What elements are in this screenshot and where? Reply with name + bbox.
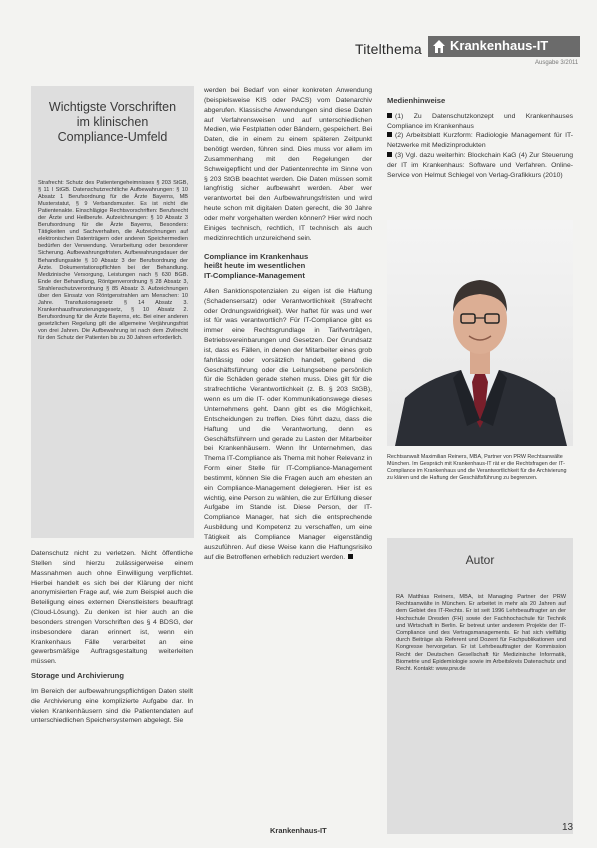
house-icon xyxy=(432,39,446,54)
article-paragraph: Datenschutz nicht zu verletzen. Nicht öffentliche Stellen sind hierzu zulässigerweise einem Massnahmen auch ohne Einwilligung verpflichtet. Hierbei handelt es sich bei der Klärung der nicht anonymisierten Frage auf, wie zum Beispiel auch die Beteiligung eines externen Dienstleisters beauftragt (Cloud-Lösung). Zu denken ist hier auch an die besonders strengen Vorschriften des § 4 BDSG, der insbesondere daran erinnert ist, wenn ein Krankenhaus Fälle verarbeitet an eine gewerbsmäßige Auftragsgestaltung weiterleiten müssen. xyxy=(31,550,193,666)
article-paragraph-text: Allen Sanktionspotenzialen zu eigen ist die Haftung (Schadensersatz) oder Verantwortlichkeit (Strafrecht oder Ordnungswidrigkeit). Wer haftet für was und wer ist für was verantwortlich? Für IT-Compliance gibt es immer eine Rechtsgrundlage in Tarifverträgen, Betriebsvereinbarungen und Gesetzen. Der Grundsatz ist, dass es Fällen, in denen der Mitarbeiter eines grob fahrlässig oder vorsätzlich handelt, geltend die Geschäftsführung oder die Leitungsebene persönlich für die Schäden gerade stehen muss. Dies gilt für die strafrechtliche Verantwortlichkeit (z. B. § 203 StGB), wenn es um die IT- oder Kommunikationswege dieses Unternehmens geht. Dann gibt es die Möglichkeit, Entscheidungen zu treffen. Dies führt dazu, dass die Haftung und die Verantwortung, denn es Geschäftsführern und gerade zu Lasten der Mitarbeiter bei Krankenhäusern. Wenn Ihr Unternehmen, das Thema IT-Compliance als Thema mit hoher Relevanz in Form einer Stelle für IT-Compliance-Management bestimmt, können Sie die Fragen auch am ehesten an ein Compliance-Management delegieren. Hier ist es wichtig, eine Person zu wählen, die zur Erfüllung dieser Aufgabe im Stande ist. Diese Person, der IT-Compliance Manager, hat sich die entsprechende Ausbildung und Kompetenz zu verschaffen, um eine Tätigkeit als Compliance Manager eigenständig auszuführen. Auf diese Weise kann die Haftungsrisiko auf die Betroffenen erheblich reduziert werden. xyxy=(204,287,372,561)
media-heading: Medienhinweise xyxy=(387,96,446,105)
media-note-text: (1) Zu Datenschutzkonzept und Krankenhauses Compliance im Krankenhaus xyxy=(387,112,573,130)
regulations-title-line: Compliance-Umfeld xyxy=(57,130,168,144)
photo-caption: Rechtsanwalt Maximilian Reiners, MBA, Partner von PRW Rechtsanwälte München. Im Gespräch mit Krankenhaus-IT rät er die Rechtsfragen der IT-Compliance im Krankenhaus und die Verantwortlichkeit für die Archivierung zu klären und die Haftung der Geschäftsführung zu begrenzen. xyxy=(387,454,567,482)
portrait-illustration xyxy=(387,220,573,446)
article-paragraph: werden bei Bedarf von einer konkreten Anwendung (beispielsweise KIS oder PACS) vom Datenarchiv abgerufen. Klassische Anwendungen sind diese Daten auf Verfahrensweisen und auf unterschiedlichen Medien, wie Festplatten oder Bändern, gespeichert. Bei Daten, die in einem zu einem späteren Zeitpunkt benötigt werden, führen sind. Dies muss vor allem im Zusammenhang mit den Regelungen der Schweigepflicht und der Patientenrechte im Sinne von § 203 StGB beachtet werden. Die Daten müssen somit langfristig sicher aufbewahrt werden. Aber wer verantwortet bei den Aufbewahrungsfristen und wird heute schon mit digitalen Daten gerecht, die 30 Jahre oder mehr vorgehalten werden können? Hier wird noch Einiges technisch, rechtlich, IT technisch als auch medizinrechtlich unzureichend sein. xyxy=(204,87,372,242)
footer-brand: Krankenhaus-IT xyxy=(270,826,327,835)
media-note xyxy=(387,131,573,151)
author-box-title: Autor xyxy=(465,553,495,567)
media-note-text: (2) Arbeitsblatt Kurzform: Radiologie Management für IT-Netzwerke mit Medizinprodukten xyxy=(387,132,573,150)
page-number: 13 xyxy=(562,822,574,833)
media-note xyxy=(387,151,573,181)
author-box-body: RA Matthias Reiners, MBA, ist Managing Partner der PRW Rechtsanwälte in München. Er arbeitet in mehr als 20 Jahren auf dem Gebiet des IT-Rechts. Er ist seit 1996 Lehrbeauftragter an der Hochschule Dresden (FH) sowie der Fachhochschule für Technik und Wirtschaft in Berlin. Er betreut unter anderem Projekte der IT-Compliance und des Vertragsmanagements. Er hat sich vielfältig durch Beiträge als Referent und Dozent für Fachpublikationen und Kongresse hervorgetan. Er ist Lehrbeauftragter der Kommission Recht der Deutschen Gesellschaft für Medizinische Informatik, Biometrie und Epidemiologie sowie im Arbeitskreis Datenschutz und Recht. Kontakt: www.prw.de xyxy=(396,594,566,673)
subhead-line: heißt heute im wesentlichen xyxy=(204,261,306,271)
bullet-icon xyxy=(387,113,392,118)
regulations-title-line: Wichtigste Vorschriften xyxy=(48,100,177,114)
end-mark-icon xyxy=(348,554,353,559)
article-paragraph xyxy=(204,287,372,563)
compliance-subhead xyxy=(204,252,372,281)
author-photo xyxy=(387,220,573,446)
issue-label: Ausgabe 3/2011 xyxy=(535,60,579,66)
regulations-box xyxy=(31,86,194,538)
article-paragraph: Im Bereich der aufbewahrungspflichtigen Daten stellt die Archivierung eine komplizierte Aufgabe dar. In vielen Krankenhäusern sind die Patientendaten auf unterschiedlichen Speichersystemen abgelegt. Sie xyxy=(31,687,193,725)
media-note xyxy=(387,112,573,132)
media-notes xyxy=(387,92,573,181)
storage-subhead: Storage und Archivierung xyxy=(31,671,124,681)
regulations-title-line: im klinischen xyxy=(76,115,149,129)
bullet-icon xyxy=(387,152,392,157)
regulations-box-body: Strafrecht: Schutz des Patientengeheimnisses § 203 StGB, § 11 I StGB. Datenschutzrechtliche Aufbewahrungen: § 10 Absatz 1 Berufsordnung für die Ärzte Bayerns, MB Musterstatut, § 9 Verbandsmuster. Es ist nicht die Patientenakte. Einschlägige Rechtsvorschriften: Berufsrecht der Ärzte und Heilberufe. Aufzeichnungen: § 10 Absatz 3 Berufsordnung für die Ärzte Bayerns, Besonders: Tätigkeiten und Sachverhalten, die Aufzeichnungen auf elektronischen Datenträgern oder anderen Speichermedien bedürfen der Verwendung. Verarbeitung oder besonderer Sicherung. Aufbewahrungsfristen. Aufbewahrungsdauer der Behandlungsakte § 10 Absatz 3 der Berufsordnung der Ärzte. Dokumentationspflichten bei der Behandlung. Medizinische Versorgung, Leistungen nach § 630 BGB. Ende der Behandlung, Röntgenverordnung § 28 Absatz 3, Strahlenschutzverordnung § 85 Absatz 3. Aufzeichnungen über den Einsatz von Röntgenstrahlen am Menschen: 10 Jahre. Transfusionsgesetz § 14 Absatz 3. Krankenhausfinanzierungsgesetz, § 10 Absatz 2. Berufsordnung für die Ärzte Bayerns, etc. Bei einer anderen gesetzlichen Regelung gilt die allgemeine Verjährungsfrist von drei Jahren. Die Aufbewahrung ist nach dem Zivilrecht für den Schutz der Patienten bis zu 30 Jahren erforderlich. xyxy=(38,180,188,342)
section-title: Titelthema xyxy=(355,41,422,57)
media-note-text: (3) Vgl. dazu weiterhin: Blockchain KaG (4) Zur Steuerung der IT im Krankenhaus: Software und Verfahren. Online-Service von Helmut Schlegel von Verlag-Grafikkurs (2010) xyxy=(387,152,573,179)
subhead-line: Compliance im Krankenhaus xyxy=(204,251,309,261)
magazine-brand: Krankenhaus-IT xyxy=(450,38,549,53)
article-column-left xyxy=(31,549,193,726)
author-box xyxy=(387,538,573,834)
bullet-icon xyxy=(387,132,392,137)
magazine-logo xyxy=(428,36,580,57)
article-column-middle xyxy=(204,86,372,563)
subhead-line: IT-Compliance-Management xyxy=(204,271,305,281)
regulations-box-title xyxy=(39,86,186,145)
